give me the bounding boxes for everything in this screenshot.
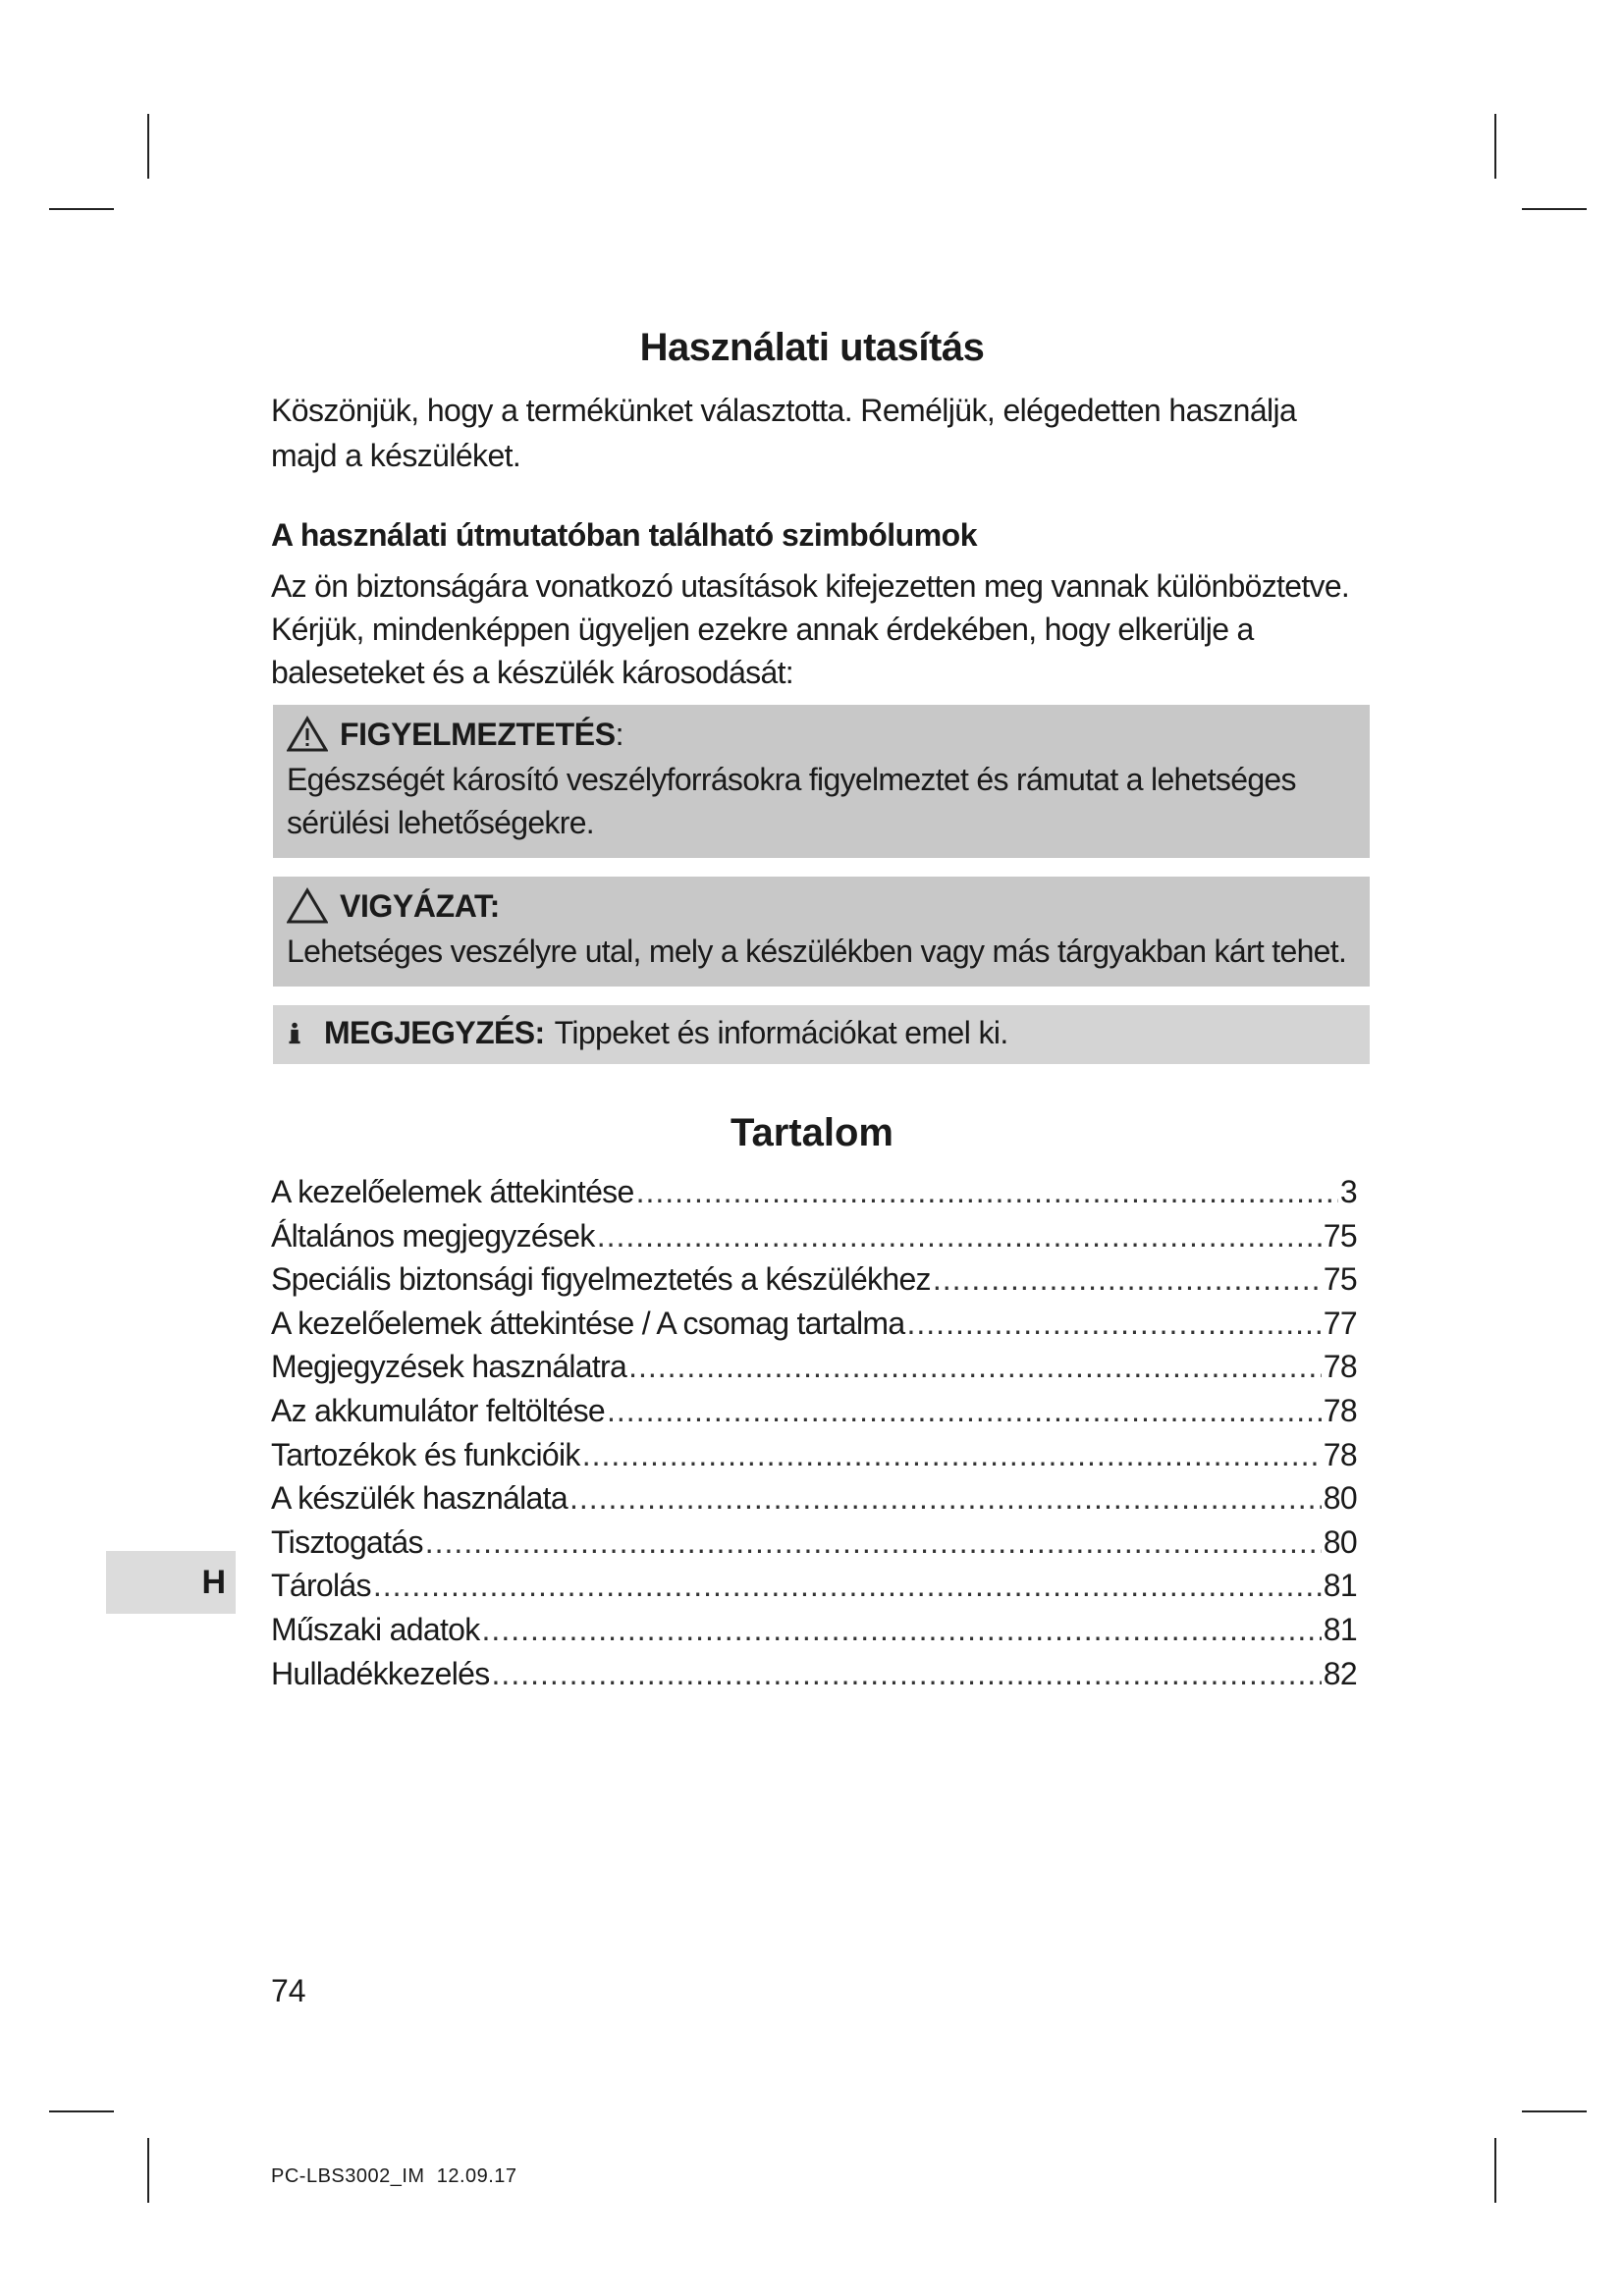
toc-leader-dots xyxy=(607,1389,1322,1432)
toc-item-label: Műszaki adatok xyxy=(271,1611,480,1647)
crop-mark xyxy=(49,2110,114,2112)
intro-text: Köszönjük, hogy a termékünket választotta. Reméljük, elégedetten használja majd a készüléket. xyxy=(271,393,1297,473)
crop-mark xyxy=(49,208,114,210)
crop-mark xyxy=(147,114,149,179)
caution-triangle-icon xyxy=(287,887,328,925)
toc-item[interactable] xyxy=(271,1608,1357,1652)
language-tab: H xyxy=(106,1551,236,1614)
toc-item-page: 80 xyxy=(1323,1480,1357,1517)
toc-item[interactable] xyxy=(271,1302,1357,1346)
symbols-heading: A használati útmutatóban található szimbólumok xyxy=(271,517,977,553)
toc-leader-dots xyxy=(933,1257,1322,1301)
toc-item[interactable] xyxy=(271,1257,1357,1302)
toc-leader-dots xyxy=(425,1521,1322,1564)
toc-item-label: Tisztogatás xyxy=(271,1523,423,1560)
toc-item[interactable] xyxy=(271,1214,1357,1258)
toc-item-label: A kezelőelemek áttekintése / A csomag tartalma xyxy=(271,1305,905,1341)
note-text: Tippeket és információkat emel ki. xyxy=(554,1015,1008,1050)
toc-item-label: A kezelőelemek áttekintése xyxy=(271,1174,634,1209)
toc-item-page: 75 xyxy=(1323,1217,1357,1254)
page-number: 74 xyxy=(271,1973,306,2008)
toc-leader-dots xyxy=(636,1170,1338,1213)
note-box xyxy=(273,1005,1370,1064)
toc-item-label: Speciális biztonsági figyelmeztetés a készülékhez xyxy=(271,1261,931,1298)
toc-leader-dots xyxy=(628,1345,1322,1388)
toc-item-label: Az akkumulátor feltöltése xyxy=(271,1392,606,1428)
page-title: Használati utasítás xyxy=(639,326,985,369)
toc-item[interactable] xyxy=(271,1521,1357,1565)
crop-mark xyxy=(1494,114,1496,179)
crop-mark xyxy=(1522,208,1587,210)
toc-item-label: Hulladékkezelés xyxy=(271,1655,490,1691)
caution-head xyxy=(287,884,1356,928)
toc-item[interactable] xyxy=(271,1389,1357,1433)
toc-leader-dots xyxy=(582,1433,1322,1476)
footer-code: PC-LBS3002_IM 12.09.17 xyxy=(271,2165,517,2187)
toc-item[interactable] xyxy=(271,1564,1357,1608)
toc-item-page: 78 xyxy=(1323,1392,1357,1428)
crop-mark xyxy=(147,2138,149,2203)
toc-item-label: Megjegyzések használatra xyxy=(271,1349,627,1385)
caution-text: Lehetséges veszélyre utal, mely a készülékben vagy más tárgyakban kárt tehet. xyxy=(287,934,1347,969)
toc-item[interactable] xyxy=(271,1433,1357,1477)
warning-label: FIGYELMEZTETÉS xyxy=(340,717,616,752)
toc-item-page: 75 xyxy=(1323,1261,1357,1298)
toc-item-page: 80 xyxy=(1323,1523,1357,1560)
toc-item-label: Tárolás xyxy=(271,1568,371,1604)
info-icon xyxy=(287,1014,312,1051)
crop-mark xyxy=(1494,2138,1496,2203)
toc-item-label: A készülék használata xyxy=(271,1480,568,1517)
toc-leader-dots xyxy=(482,1608,1322,1651)
toc-item[interactable] xyxy=(271,1476,1357,1521)
caution-box xyxy=(273,877,1370,987)
toc-item-label: Tartozékok és funkcióik xyxy=(271,1436,580,1472)
toc-item-label: Általános megjegyzések xyxy=(271,1217,595,1254)
crop-mark xyxy=(1522,2110,1587,2112)
toc-item[interactable] xyxy=(271,1345,1357,1389)
toc-item-page: 81 xyxy=(1323,1611,1357,1647)
warning-triangle-icon xyxy=(287,716,328,753)
note-line xyxy=(287,1011,1356,1054)
warning-head xyxy=(287,713,1356,756)
toc-item-page: 81 xyxy=(1323,1568,1357,1604)
toc-title: Tartalom xyxy=(731,1111,893,1154)
toc-item-page: 3 xyxy=(1339,1174,1357,1209)
caution-label: VIGYÁZAT: xyxy=(340,888,500,924)
toc-item-page: 77 xyxy=(1323,1305,1357,1341)
table-of-contents xyxy=(271,1170,1357,1695)
toc-leader-dots xyxy=(373,1564,1322,1607)
toc-item-page: 78 xyxy=(1323,1349,1357,1385)
toc-leader-dots xyxy=(492,1652,1322,1695)
symbols-text: Az ön biztonságára vonatkozó utasítások kifejezetten meg vannak különböztetve. Kérjük, mindenképpen ügyeljen ezekre annak érdekében, hogy elkerülje a baleseteket és a készülék károsodását: xyxy=(271,568,1350,690)
warning-text: Egészségét károsító veszélyforrásokra figyelmeztet és rámutat a lehetséges sérülési lehetőségekre. xyxy=(287,762,1296,840)
note-label: MEGJEGYZÉS: xyxy=(324,1015,545,1050)
toc-item[interactable] xyxy=(271,1652,1357,1696)
warning-box xyxy=(273,705,1370,858)
warning-colon: : xyxy=(615,717,624,752)
toc-leader-dots xyxy=(597,1214,1322,1257)
toc-item-page: 82 xyxy=(1323,1655,1357,1691)
toc-leader-dots xyxy=(569,1476,1322,1520)
toc-leader-dots xyxy=(907,1302,1322,1345)
toc-item[interactable] xyxy=(271,1170,1357,1214)
toc-item-page: 78 xyxy=(1323,1436,1357,1472)
